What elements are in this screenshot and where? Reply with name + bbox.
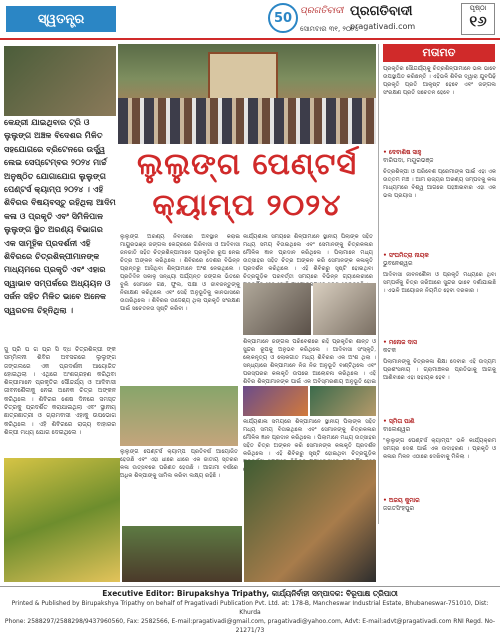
painting-photo	[313, 283, 376, 335]
article-column-1: ଲୁଲୁଙ୍ଗ ଅରଣ୍ୟ ନିବାସରେ ଅବସ୍ଥାନ କରାଇ ମାୟୁରଭଞ୍ଜ ଜଙ୍ଗଲ କେନ୍ଦ୍ରରେ ଗିରିବାସୀ ଓ ଆଦିବାସୀ ଜନଜାତି ସହିତ ଚିତ୍ରଶିଳ୍ପୀମାନେ ପ୍ରକୃତିର ରୂପ ନେଇ ଚିତ୍ର ଅଙ୍କନ କରିଥିଲେ । ଶିବିରରେ ଦେଶର ବିଭିନ୍ନ ପ୍ରାନ୍ତରୁ ଆସିଥିବା ଶିଳ୍ପୀମାନେ ଅଂଶ ନେଇଥିଲେ । ପ୍ରତିଦିନ ସକାଳୁ ସନ୍ଧ୍ୟା ପର୍ଯ୍ୟନ୍ତ ଜଙ୍ଗଲ ଭିତରେ ବୁଲି ସେମାନେ ଗଛ, ଫୁଲ, ପକ୍ଷୀ ଓ ଜୀବଜନ୍ତୁଙ୍କୁ ନିରୀକ୍ଷଣ କରିଥିଲେ ଏବଂ ସେହି ଅନୁଭୂତିକୁ କାନଭାସରେ ଉତାରିଥିଲେ । ଶିବିରର ଉଦ୍ଦେଶ୍ୟ ଥିଲା ପ୍ରକୃତି ସଂରକ୍ଷଣ ପାଇଁ ସଚେତନତା ସୃଷ୍ଟି କରିବା ।	[120, 234, 240, 312]
opinion-entry	[383, 271, 496, 355]
opinion-author: • ମନୋଜ ଦାସ	[383, 339, 417, 346]
group-people	[118, 98, 376, 144]
opinion-place: ବାରିପଦା, ମୟୂରଭଞ୍ଜ	[383, 157, 434, 164]
footer-editor	[0, 589, 500, 599]
intro-text: କେନ୍ଦ୍ରୀ ଯାଇଥିବାର ଟ୍ରି ଓ ଲୁଲୁଙ୍ଗ ଅଞ୍ଚଳ ବିଦେଶର ମିଳିତ ସହଯୋଗରେ ବ୍ରିଟେନରେ ଉର୍ଦ୍ଧ୍ୱ ଲେଇ ସେପ୍ଟେମ୍ବର ୨୦୨୪ ମାର୍ଚ୍ଚ ଅନୁଷ୍ଠିତ ଯୋଗାଯୋଗ ଲୁଲୁଙ୍ଗ ପେଣ୍ଟର୍ସ କ୍ୟାମ୍ପ ୨୦୨୪ । ଏହି ଶିବିରର ବିଷୟବସ୍ତୁ ରହିଥିଲା ଆଦିମ କଳା ଓ ପ୍ରକୃତି ଏବଂ ସିମିଳିପାଳ ଲୁଲୁଙ୍ଗ ସ୍ଥିତ ଅରଣ୍ୟ ବିଭାଗର ଏକ ସାମୂହିକ ପ୍ରଦର୍ଶନୀ ଏହି ଶିବିରରେ ଚିତ୍ରଶିଳ୍ପୀମାନଙ୍କ ମାଧ୍ୟମରେ ପ୍ରକୃତି ଏବଂ ଏହାର ସ୍ୱାଭାବ ସମ୍ପର୍କରେ ଅଧ୍ୟୟନ ଓ ସର୍ଜନ ସହିତ ମିଳିତ ଭାବେ ଅନେକ ସ୍ୱରଚନା ଚିହ୍ନିଥିଲା ।	[4, 116, 116, 341]
editor-odia: କାର୍ଯ୍ୟନିର୍ବାହୀ ସମ୍ପାଦକ: ବିରୂପାକ୍ଷ ତ୍ରିପାଠୀ	[271, 589, 398, 598]
article-column-2: କାର୍ଯ୍ୟଶାଳା ସମୟରେ ଶିଳ୍ପୀମାନେ ସ୍ଥାନୀୟ ପିଲାଙ୍କ ସହିତ ମଧ୍ୟ ସମୟ ବିତାଇଥିଲେ ଏବଂ ସେମାନଙ୍କୁ ଚିତ୍ରକଳାର ମୌଳିକ ଜ୍ଞାନ ପ୍ରଦାନ କରିଥିଲେ । ପିଲାମାନେ ମଧ୍ୟ ଉତ୍ସାହର ସହିତ ଚିତ୍ର ଅଙ୍କନ କରି ସେମାନଙ୍କ କଳାକୃତି ପ୍ରଦର୍ଶନ କରିଥିଲେ । ଏହି ଶିବିରରୁ ସୃଷ୍ଟି ହୋଇଥିବା ଚିତ୍ରଗୁଡ଼ିକ ପରବର୍ତ୍ତୀ ସମୟରେ ବିଭିନ୍ନ ଗ୍ୟାଲେରୀରେ	[243, 234, 373, 280]
opinion-author: • ସ୍ମିତା ପାଣି	[383, 418, 415, 425]
students-photo	[120, 386, 238, 446]
opinion-place: ଜଗତସିଂହପୁର	[383, 505, 415, 512]
left-column	[4, 46, 116, 524]
headline-line1: ଲୁଲୁଙ୍ଗ ପେଣ୍ଟର୍ସ	[136, 147, 358, 182]
article-column-5: କାର୍ଯ୍ୟଶାଳା ସମୟରେ ଶିଳ୍ପୀମାନେ ସ୍ଥାନୀୟ ପିଲାଙ୍କ ସହିତ ମଧ୍ୟ ସମୟ ବିତାଇଥିଲେ ଏବଂ ସେମାନଙ୍କୁ ଚିତ୍ରକଳାର ମୌଳିକ ଜ୍ଞାନ ପ୍ରଦାନ କରିଥିଲେ । ପିଲାମାନେ ମଧ୍ୟ ଉତ୍ସାହର ସହିତ ଚିତ୍ର ଅଙ୍କନ କରି ସେମାନଙ୍କ କଳାକୃତି ପ୍ରଦର୍ଶନ କରିଥିଲେ । ଏହି ଶିବିରରୁ ସୃଷ୍ଟି ହୋଇଥିବା ଚିତ୍ରଗୁଡ଼ିକ	[243, 419, 376, 457]
page-number-box	[461, 3, 495, 35]
opinion-text: "ଲୁଲୁଙ୍ଗ ପେଣ୍ଟର୍ସ କ୍ୟାମ୍ପ" ଭଳି କାର୍ଯ୍ୟକ୍ରମ ସମଗ୍ର ଦେଶ ପାଇଁ ଏକ ଉଦାହରଣ । ପ୍ରକୃତି ଓ କଳାର ମିଳନ ଏଠାରେ ଦେଖିବାକୁ ମିଳିଲା ।	[383, 438, 496, 460]
opinion-place: ଭୁବନେଶ୍ୱର	[383, 260, 413, 267]
painting-closeup-photo	[4, 458, 120, 582]
opinion-place: କଟକ	[383, 347, 397, 354]
painting-session-photo	[244, 460, 376, 582]
bottom-group-photo	[122, 526, 242, 582]
headline-line2: କ୍ୟାମ୍ପ ୨୦୨୪	[152, 188, 342, 223]
anniversary-logo: 50	[268, 3, 298, 33]
group-photo	[118, 44, 376, 144]
page-footer	[0, 586, 500, 635]
headline	[118, 145, 376, 231]
editor-english: Executive Editor: Birupakshya Tripathy,	[102, 589, 272, 598]
footer-printed: Printed & Published by Birupakshya Tripathy on behalf of Pragativadi Publication Pvt. Ltd. at: 178-B, Mancheswar Industrial Estate, Bhubaneswar-751010, Dist: Khurda	[11, 600, 489, 616]
opinion-place: ବାଲେଶ୍ୱର	[383, 426, 411, 433]
article-column-3: ଶିଳ୍ପୀମାନେ ଜଙ୍ଗଲ ପରିବେଶରେ ରହି ପ୍ରକୃତିର ଶାନ୍ତ ଓ ସୁନ୍ଦର ରୂପକୁ ଅନୁଭବ କରିଥିଲେ । ଆଦିବାସୀ ସଂସ୍କୃତି, ଲୋକନୃତ୍ୟ ଓ ଲୋକଗୀତ ମଧ୍ୟ ଶିବିରର ଏକ ଅଂଶ ଥିଲା । ସନ୍ଧ୍ୟାରେ ଶିଳ୍ପୀମାନେ ନିଜ ନିଜ ଅନୁଭୂତି ବାଣ୍ଟିଥିଲେ ଏବଂ ପରସ୍ପରର କଳାକୃତି ଉପରେ ଆଲୋଚନା କରିଥିଲେ । ଏହି ଶିବିର ଶିଳ୍ପୀମାନଙ୍କ ପାଇଁ ଏକ ଅବିସ୍ମରଣୀୟ ଅନୁଭୂତି ହୋଇ	[243, 339, 376, 385]
footer-contact: Phone: 2588297/2588298/9437960560, Fax: 2582566, E-mail:pragativadi@gmail.com, pragativadi@yahoo.com, Advt: E-mail:advt@pragativadi.com RNI Regd. No-21271/73	[4, 618, 496, 634]
page-label: ପୃଷ୍ଠା	[469, 4, 487, 12]
left-body-text: ସୁ ପ୍ରି ପ ଗ ପ୍ର ସି ଦ୍ଧ ଚିତ୍ରଶିଳ୍ପୀ ଙ୍କ ସମ୍ମିଳନୀ ଶିବିର ଅବସରରେ ଲୁଲୁଙ୍ଗ ଜଙ୍ଗଲରେ ଏକ ପ୍ରଦର୍ଶନୀ ଆୟୋଜିତ ହୋଇଥିଲା । ଏଥିରେ ଅଂଶଗ୍ରହଣ କରିଥିବା ଶିଳ୍ପୀମାନେ ପ୍ରକୃତିର ସୌନ୍ଦର୍ଯ୍ୟ ଓ ଆଦିବାସୀ ଜୀବନଶୈଳୀକୁ ନେଇ ଅନେକ ଚିତ୍ର ଅଙ୍କନ କରିଥିଲେ । ଶିବିରର ଶେଷ ଦିନରେ ସମସ୍ତ ଚିତ୍ରକୁ ପ୍ରଦର୍ଶିତ କରାଯାଇଥିଲା ଏବଂ ସ୍ଥାନୀୟ ଛାତ୍ରଛାତ୍ରୀ ଓ ଗ୍ରାମବାସୀ ଏହାକୁ ଉପଭୋଗ କରିଥିଲେ । ଏହି ଶିବିରରେ ରାଜ୍ୟ ବାହାରର ଶିଳ୍ପୀ ମଧ୍ୟ ଯୋଗ ଦେଇଥିଲେ ।	[4, 346, 116, 436]
section-tag: ସ୍ୱତନ୍ତ୍ର	[6, 6, 116, 32]
page-number: ୧୬	[469, 12, 487, 30]
exhibition-photo-1	[243, 386, 308, 416]
opinion-text: ପ୍ରକୃତିର ସୌନ୍ଦର୍ଯ୍ୟକୁ ଚିତ୍ରଶିଳ୍ପୀମାନେ ଭଲ ଭାବେ ଉପସ୍ଥାପିତ କରିଛନ୍ତି । ଏହିଭଳି ଶିବିର ଦ୍ୱାରା ଯୁବପିଢ଼ି ପ୍ରକୃତି ପ୍ରତି ଆକୃଷ୍ଟ ହେବେ ଏବଂ ଜଙ୍ଗଲ ସଂରକ୍ଷଣ ପ୍ରତି ସଚେତନ ହେବେ ।	[383, 66, 496, 96]
masthead-title: ପ୍ରଗତିବାଦୀ	[350, 4, 413, 19]
exhibition-photo-2	[310, 386, 376, 416]
opinion-text: ଚିତ୍ରଶିଳ୍ପୀ ଓ ପରିବେଶ ପ୍ରେମୀଙ୍କ ପାଇଁ ଏହା ଏକ ଉତ୍ତମ ମଞ୍ଚ । ଆମ ରାଜ୍ୟର ଅରଣ୍ୟ ସମ୍ପଦକୁ କଳା ମାଧ୍ୟମରେ ବିଶ୍ୱ ଆଗରେ ପହଞ୍ଚାଇବାର ଏହା ଏକ ଭଲ ପ୍ରୟାସ ।	[383, 169, 496, 199]
opinion-entry	[383, 358, 496, 434]
opinion-title: ମତାମତ	[383, 44, 495, 62]
date-line: ସୋମବାର ୩୧, ୨୦୨୪	[300, 25, 359, 33]
page-header	[0, 0, 500, 40]
opinion-entry	[383, 168, 496, 268]
website-url[interactable]: pragativadi.com	[350, 22, 416, 31]
opinion-author: • ଅଜୟ କୁମାର	[383, 497, 420, 504]
opinion-entry	[383, 437, 496, 513]
opinion-text: ଆଦିବାସୀ ଜୀବନଶୈଳୀ ଓ ପ୍ରକୃତି ମଧ୍ୟରେ ଥିବା ସମ୍ପର୍କକୁ ଚିତ୍ର ଜରିଆରେ ସୁନ୍ଦର ଭାବେ ଦର୍ଶାଯାଇଛି । ଏଭଳି ଆୟୋଜନ ନିୟମିତ ହେବା ଦରକାର ।	[383, 272, 496, 294]
opinion-entry	[383, 65, 496, 165]
sub-brand: ପ୍ରଗତିବାଦୀ	[300, 6, 344, 16]
opinion-text: ପିଲାମାନଙ୍କୁ ଚିତ୍ରକଳା ଶିକ୍ଷା ଦେବାର ଏହି ଉଦ୍ୟମ ପ୍ରଶଂସନୀୟ । ଗ୍ରାମାଞ୍ଚଳର ପ୍ରତିଭାକୁ ଆଗକୁ ଆଣିବାରେ ଏହା ସହାୟକ ହେବ ।	[383, 359, 496, 381]
opinion-column	[378, 44, 496, 524]
opinion-author: • ସଂଘମିତ୍ରା ନାୟକ	[383, 252, 429, 259]
article-column-4: ଲୁଲୁଙ୍ଗ ପେଣ୍ଟର୍ସ କ୍ୟାମ୍ପ ପ୍ରତିବର୍ଷ ଆୟୋଜିତ ହେଉଛି ଏବଂ ଏହା ଧୀରେ ଧୀରେ ଏକ ଜାତୀୟ ସ୍ତରର କଳା ଉତ୍ସବରେ ପରିଣତ ହେଉଛି । ଆଗାମୀ ବର୍ଷରେ ଅଧିକ ଶିଳ୍ପୀଙ୍କୁ ସାମିଲ କରିବା ଲକ୍ଷ୍ୟ ରହିଛି ।	[120, 449, 238, 479]
artist-photo	[243, 283, 311, 335]
opinion-author: • ଦେବାଶିଷ ସାହୁ	[383, 149, 422, 156]
